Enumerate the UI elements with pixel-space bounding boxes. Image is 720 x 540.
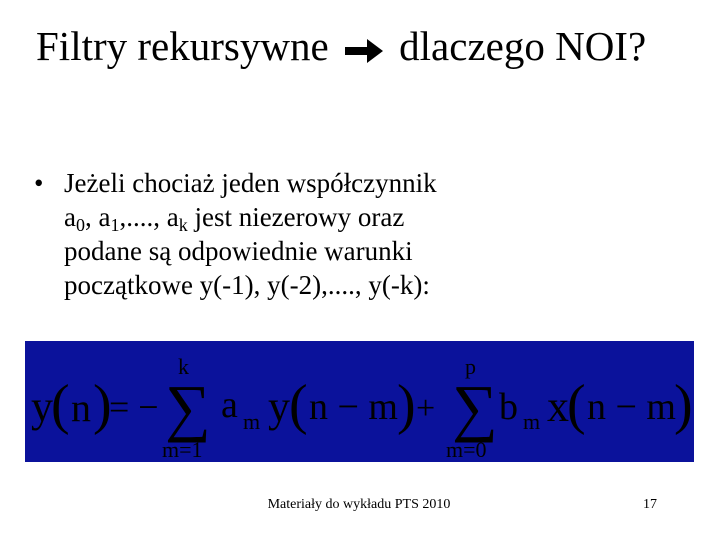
y-term: y: [268, 382, 290, 431]
sum2-sigma: ∑: [452, 372, 498, 443]
sum1-sigma: ∑: [165, 372, 211, 443]
x-left-paren: (: [567, 374, 586, 436]
x-term: x: [547, 382, 569, 431]
x-right-paren: ): [674, 374, 693, 436]
bullet-line-4: początkowe y(-1), y(-2),...., y(-k):: [64, 270, 430, 300]
formula-box: [25, 341, 694, 462]
ellipsis-separator: ,....,: [119, 202, 167, 232]
coef-a-sub: m: [243, 409, 261, 434]
sum2-lower-limit: m=0: [446, 437, 487, 462]
coef-b: b: [499, 386, 518, 428]
title-text-right: dlaczego NOI?: [399, 23, 647, 69]
bullet-marker: •: [34, 168, 44, 198]
lhs-arg: n: [71, 385, 91, 430]
subscript-1: 1: [110, 215, 120, 235]
coef-b-sub: m: [523, 409, 541, 434]
y-right-paren: ): [397, 374, 416, 436]
bullet-line-3: podane są odpowiednie warunki: [64, 236, 413, 266]
bullet-item: [64, 166, 674, 302]
separator: ,: [84, 202, 99, 232]
title-text-left: Filtry rekursywne: [36, 23, 329, 69]
slide-title: [36, 20, 696, 72]
y-left-paren: (: [289, 374, 308, 436]
bullet-line-2: [64, 200, 674, 234]
right-arrow-icon: [345, 39, 383, 63]
right-paren: ): [93, 374, 112, 436]
left-paren: (: [51, 374, 70, 436]
equals-minus: = −: [109, 387, 159, 427]
bullet-list: [34, 166, 674, 302]
page-number: 17: [643, 497, 657, 512]
bullet-line-2-rest: jest niezerowy oraz: [187, 202, 405, 232]
coefficient-a0: a: [64, 202, 76, 232]
coefficient-ak: a: [166, 202, 179, 232]
coef-a: a: [221, 384, 238, 426]
plus-sign: +: [416, 390, 436, 427]
sum1-upper-limit: k: [178, 354, 189, 379]
lhs-y: y: [31, 382, 53, 431]
difference-equation: [25, 341, 694, 462]
footer-source: Materiały do wykładu PTS 2010: [267, 497, 451, 512]
sum2-upper-limit: p: [465, 354, 476, 379]
coefficient-a1: a: [98, 202, 111, 232]
sum1-lower-limit: m=1: [162, 437, 203, 462]
subscript-k: k: [178, 215, 188, 235]
x-arg: n − m: [587, 386, 676, 428]
bullet-line-1: Jeżeli chociaż jeden współczynnik: [64, 168, 437, 198]
y-arg: n − m: [309, 386, 398, 428]
subscript-0: 0: [75, 215, 85, 235]
